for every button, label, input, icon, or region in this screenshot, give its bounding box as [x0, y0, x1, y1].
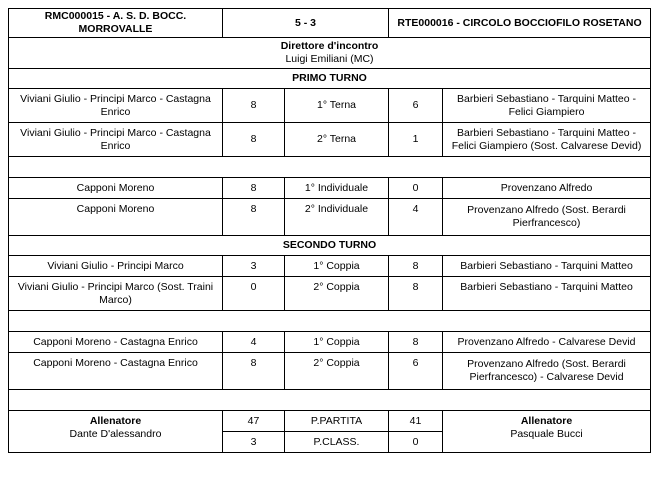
- home-coach-cell: [9, 411, 223, 453]
- match-row: [9, 123, 651, 157]
- class-home: 3: [223, 432, 285, 453]
- home-players: Viviani Giulio - Principi Marco: [9, 256, 223, 277]
- partita-home: 47: [223, 411, 285, 432]
- away-score: 6: [389, 89, 443, 123]
- final-score: 5 - 3: [223, 9, 389, 38]
- header-row: [9, 9, 651, 38]
- home-score: 3: [223, 256, 285, 277]
- home-score: 0: [223, 277, 285, 311]
- match-row: [9, 353, 651, 390]
- partita-label: P.PARTITA: [285, 411, 389, 432]
- match-row: [9, 199, 651, 236]
- secondo-turno-title: SECONDO TURNO: [9, 236, 651, 256]
- game-type: 1° Individuale: [285, 178, 389, 199]
- game-type: 2° Coppia: [285, 277, 389, 311]
- home-players: Viviani Giulio - Principi Marco - Castagna Enrico: [9, 123, 223, 157]
- away-score: 0: [389, 178, 443, 199]
- home-score: 8: [223, 353, 285, 390]
- home-players: Capponi Moreno: [9, 178, 223, 199]
- away-players: Provenzano Alfredo - Calvarese Devid: [443, 332, 651, 353]
- spacer-row: [9, 157, 651, 178]
- home-score: 4: [223, 332, 285, 353]
- primo-turno-title: PRIMO TURNO: [9, 69, 651, 89]
- away-coach-cell: [443, 411, 651, 453]
- home-coach-name: Dante D'alessandro: [69, 428, 162, 440]
- match-row: [9, 277, 651, 311]
- away-players: Barbieri Sebastiano - Tarquini Matteo - Felici Giampiero (Sost. Calvarese Devid): [443, 123, 651, 157]
- away-score: 6: [389, 353, 443, 390]
- away-score: 8: [389, 256, 443, 277]
- class-away: 0: [389, 432, 443, 453]
- game-type: 1° Terna: [285, 89, 389, 123]
- spacer-row: [9, 311, 651, 332]
- section-header-primo: [9, 69, 651, 89]
- away-coach-name: Pasquale Bucci: [510, 428, 583, 440]
- game-type: 2° Individuale: [285, 199, 389, 236]
- away-players: Provenzano Alfredo (Sost. Berardi Pierfrancesco) - Calvarese Devid: [443, 353, 651, 390]
- class-label: P.CLASS.: [285, 432, 389, 453]
- game-type: 2° Coppia: [285, 353, 389, 390]
- away-players: Provenzano Alfredo: [443, 178, 651, 199]
- away-coach-label: Allenatore: [520, 415, 573, 427]
- director-row: [9, 38, 651, 69]
- match-row: [9, 332, 651, 353]
- home-players: Capponi Moreno - Castagna Enrico: [9, 353, 223, 390]
- home-players: Capponi Moreno: [9, 199, 223, 236]
- home-score: 8: [223, 199, 285, 236]
- home-score: 8: [223, 89, 285, 123]
- home-players: Viviani Giulio - Principi Marco (Sost. Traini Marco): [9, 277, 223, 311]
- game-type: 2° Terna: [285, 123, 389, 157]
- match-report-table: [8, 8, 651, 453]
- home-score: 8: [223, 123, 285, 157]
- footer-row-partita: [9, 411, 651, 432]
- section-header-secondo: [9, 236, 651, 256]
- director-label: Direttore d'incontro: [280, 40, 379, 52]
- match-row: [9, 89, 651, 123]
- director-name: Luigi Emiliani (MC): [285, 53, 374, 65]
- match-row: [9, 256, 651, 277]
- away-score: 8: [389, 332, 443, 353]
- away-score: 1: [389, 123, 443, 157]
- away-players: Barbieri Sebastiano - Tarquini Matteo: [443, 256, 651, 277]
- away-players: Barbieri Sebastiano - Tarquini Matteo - Felici Giampiero: [443, 89, 651, 123]
- partita-away: 41: [389, 411, 443, 432]
- home-coach-label: Allenatore: [89, 415, 142, 427]
- game-type: 1° Coppia: [285, 256, 389, 277]
- home-team-name: RMC000015 - A. S. D. BOCC. MORROVALLE: [9, 9, 223, 38]
- away-score: 4: [389, 199, 443, 236]
- spacer-row: [9, 390, 651, 411]
- away-score: 8: [389, 277, 443, 311]
- game-type: 1° Coppia: [285, 332, 389, 353]
- away-players: Barbieri Sebastiano - Tarquini Matteo: [443, 277, 651, 311]
- match-row: [9, 178, 651, 199]
- away-players: Provenzano Alfredo (Sost. Berardi Pierfrancesco): [443, 199, 651, 236]
- home-score: 8: [223, 178, 285, 199]
- home-players: Viviani Giulio - Principi Marco - Castagna Enrico: [9, 89, 223, 123]
- away-team-name: RTE000016 - CIRCOLO BOCCIOFILO ROSETANO: [389, 9, 651, 38]
- home-players: Capponi Moreno - Castagna Enrico: [9, 332, 223, 353]
